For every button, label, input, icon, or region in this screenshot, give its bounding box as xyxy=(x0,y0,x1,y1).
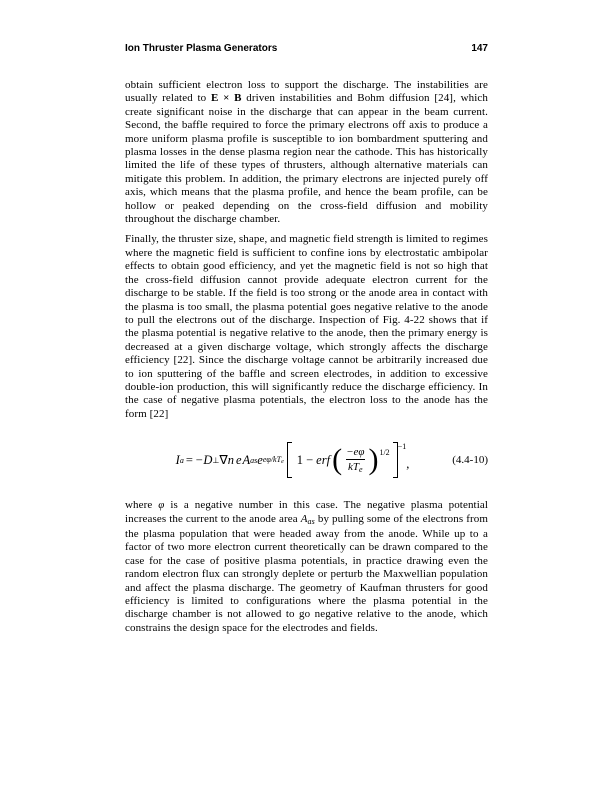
paragraph-3-seg1: where xyxy=(125,499,159,512)
eq-diffusion-coefficient: −D xyxy=(194,452,213,467)
eq-fraction-denominator-sub: e xyxy=(358,465,363,475)
eq-bracket-group xyxy=(287,442,398,478)
eq-equals: = xyxy=(185,452,193,467)
eq-current-subscript: a xyxy=(179,455,184,465)
eq-current-symbol: I xyxy=(175,452,180,467)
eq-fraction xyxy=(344,446,366,474)
eq-power-inverse: −1 xyxy=(397,442,407,452)
paragraph-3-seg2: is a negative number in this case. The negative plasma potential increases the current to the anode area xyxy=(125,499,488,525)
paragraph-3-seg3: by pulling some of the electrons from the plasma population that were headed away from the anode. While up to a factor of two more electron current theoretically can be drawn compared to the case for the case of positive plasma potentials, in practice drawing even the random electron flux can strongly deplete or perturb the Maxwellian population and affect the plasma discharge. The geometry of Kaufman thrusters for good efficiency is limited to configurations where the plasma potential in the discharge chamber is not allowed to go negative relative to the anode, which constrains the design space for the electrodes and fields. xyxy=(125,512,488,634)
eq-density: n xyxy=(227,452,234,467)
eq-anode-area: A xyxy=(242,452,251,467)
eq-bracket-inner xyxy=(292,442,393,478)
eq-electron-charge: e xyxy=(235,452,242,467)
eq-one-minus: 1 − xyxy=(296,452,314,467)
paragraph-1-text-pre: obtain sufficient electron loss to support the discharge. The instabilities are usually related to xyxy=(125,79,488,105)
eq-erf-function: erf xyxy=(316,452,331,467)
anode-area-subscript: as xyxy=(307,516,315,526)
eq-nabla: ∇ xyxy=(219,453,228,468)
eq-left-paren: ( xyxy=(332,443,343,477)
eq-perp-subscript: ⊥ xyxy=(212,455,220,465)
running-header-title: Ion Thruster Plasma Generators xyxy=(125,43,278,54)
anode-area-symbol: A xyxy=(300,512,308,525)
eq-exponent xyxy=(263,455,284,465)
phi-symbol: φ xyxy=(158,499,165,512)
eq-anode-area-subscript: as xyxy=(250,455,258,465)
paragraph-2 xyxy=(125,233,488,421)
eq-exponent-sub: e xyxy=(281,459,284,466)
equation-block xyxy=(125,428,488,492)
paragraph-1-text-post: driven instabilities and Bohm diffusion [24], which create significant noise in the discharge that can appear in the beam current. Second, the baffle required to force the primary electrons off axis to produce a more uniform plasma profile is susceptible to ion bombardment sputtering and plasma losses in the dense plasma region near the cathode. This has historically limited the life of these types of thrusters, although alternative materials can mitigate this problem. In addition, the primary electrons are injected purely off axis, which means that the plasma profile, and hence the beam profile, can be hollow or peaked depending on the cross-field diffusion and mobility throughout the discharge chamber. xyxy=(125,92,489,226)
page-number: 147 xyxy=(471,43,488,54)
paragraph-1 xyxy=(125,79,488,226)
eq-exponential-base: e xyxy=(257,452,263,467)
paragraph-3 xyxy=(125,499,488,635)
paragraph-2-text: Finally, the thruster size, shape, and magnetic field strength is limited to regimes where the magnetic field is sufficient to confine ions by electrostatic ambipolar effects to obtain good efficiency, and yet the magnetic field is not so high that the cross-field diffusion cannot provide adequate electron current for the discharge to be stable. If the field is too strong or the anode area in contact with the plasma is too small, the plasma potential goes negative relative to the anode to pull the electrons out of the discharge. Inspection of Fig. 4-22 shows that if the plasma potential is negative relative to the anode, then the primary energy is decreased at a given discharge voltage, which strongly affects the discharge efficiency [22]. Since the discharge voltage cannot be arbitrarily increased due to ion sputtering of the baffle and screen electrodes, in addition to excessive double-ion production, this will significantly reduce the discharge efficiency. In the case of negative plasma potentials, the electron loss to the anode has the form [22] xyxy=(125,233,488,420)
eq-right-paren: ) xyxy=(368,443,379,477)
eq-power-half: 1/2 xyxy=(379,448,390,458)
equation-number: (4.4-10) xyxy=(452,454,488,467)
running-header xyxy=(125,43,488,54)
eq-fraction-denominator xyxy=(346,459,365,474)
eq-exponent-main: eφ/kT xyxy=(262,455,282,465)
eq-fraction-denominator-main: kT xyxy=(347,461,359,474)
eq-comma: , xyxy=(406,457,410,472)
equation-4-4-10 xyxy=(176,442,410,478)
exb-bold-term: E × B xyxy=(210,92,242,105)
page-content xyxy=(125,43,488,642)
eq-fraction-numerator: −eφ xyxy=(346,446,365,459)
